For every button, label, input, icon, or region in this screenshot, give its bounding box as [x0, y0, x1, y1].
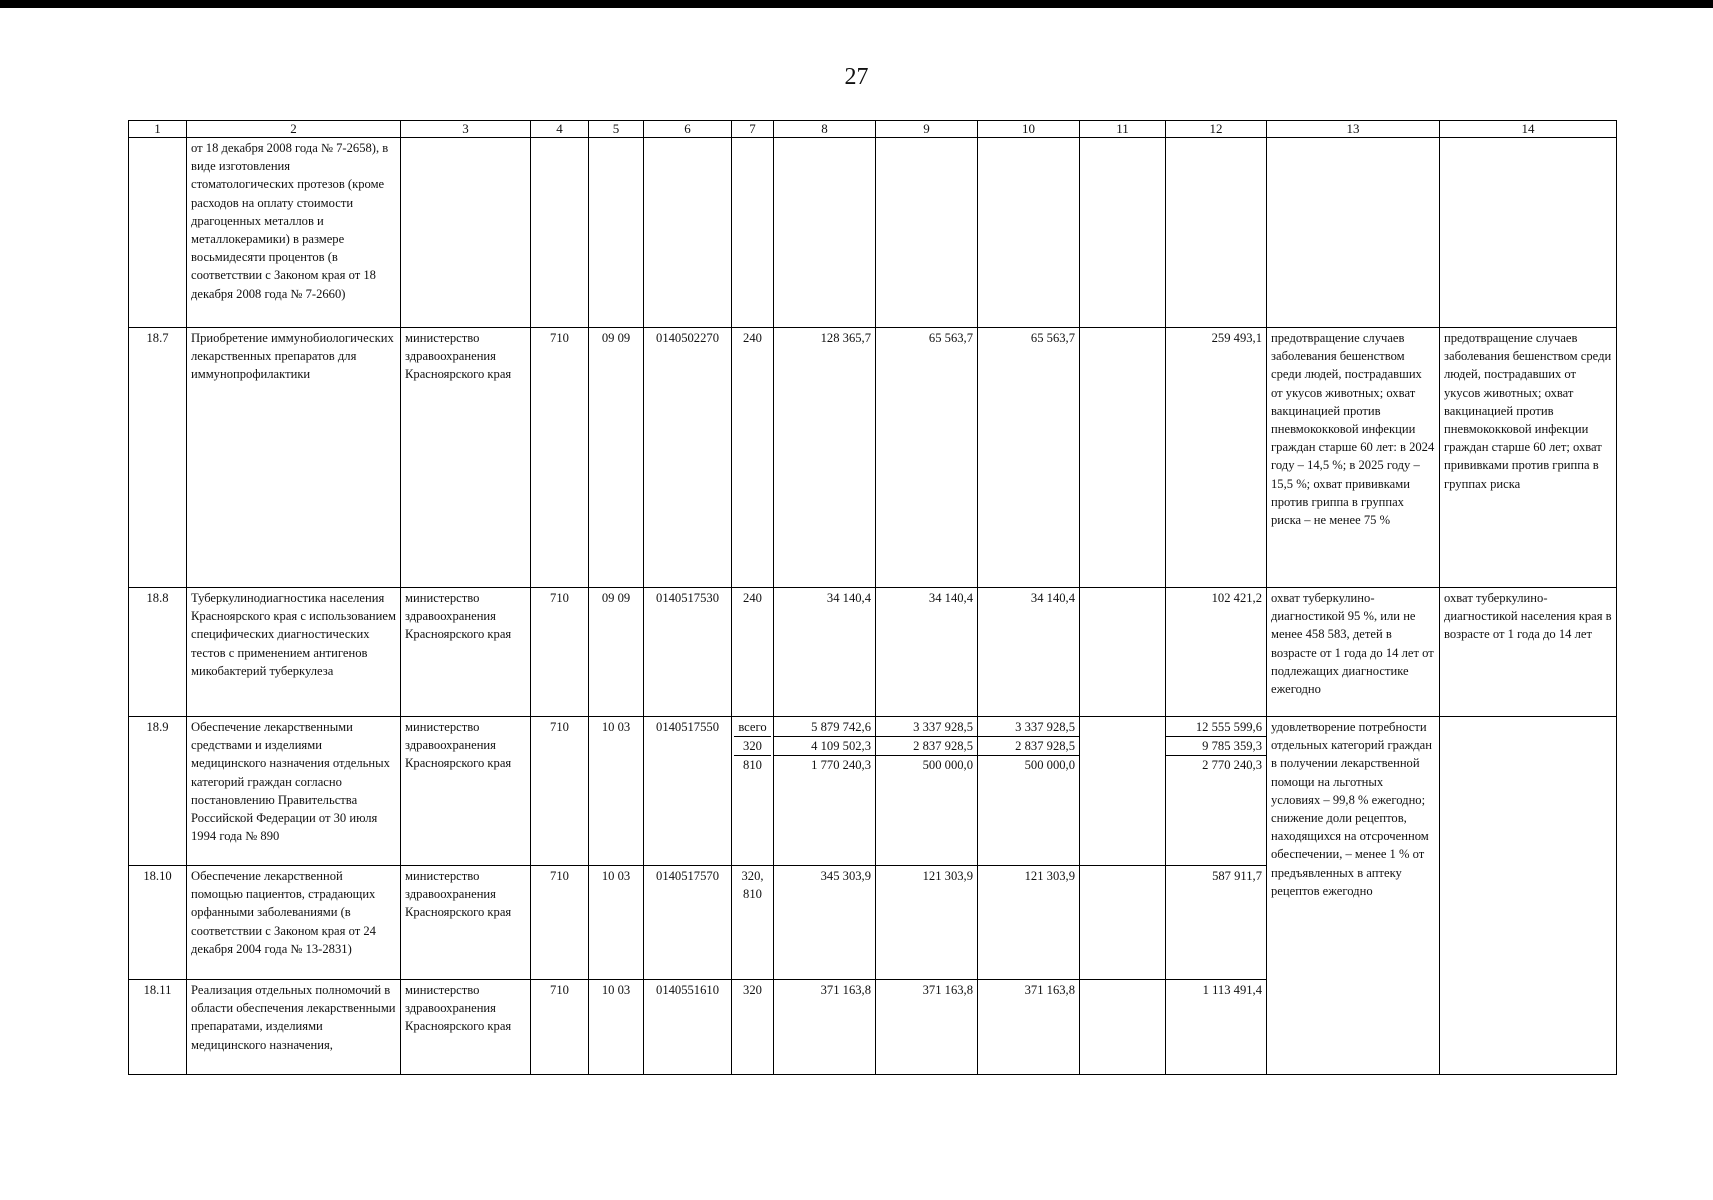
executor: министерство здравоохранения Красноярского края [401, 980, 531, 1075]
executor: министерство здравоохранения Красноярского края [401, 588, 531, 717]
amount-col-9-breakdown [876, 717, 978, 866]
target-article: 0140502270 [644, 328, 732, 588]
section-code: 09 09 [589, 328, 644, 588]
executor [401, 138, 531, 328]
amount-total: 259 493,1 [1166, 328, 1267, 588]
amount-col-10: 121 303,9 [978, 866, 1080, 980]
section-code: 10 03 [589, 717, 644, 866]
activity-name: Реализация отдельных полномочий в области обеспечения лекарственными препаратами, изделиями медицинского назначения, [187, 980, 401, 1075]
grbs-code: 710 [531, 717, 589, 866]
expected-result-final [1440, 717, 1617, 1075]
grbs-code: 710 [531, 328, 589, 588]
grbs-code: 710 [531, 866, 589, 980]
row-number: 18.10 [129, 866, 187, 980]
activity-name: Обеспечение лекарственными средствами и изделиями медицинского назначения отдельных категорий граждан согласно постановлению Правительства Российской Федерации от 30 июля 1994 года № 890 [187, 717, 401, 866]
section-code [589, 138, 644, 328]
col-header-13: 13 [1267, 121, 1440, 138]
breakdown-value: 3 337 928,5 [978, 718, 1079, 737]
breakdown-value: 12 555 599,6 [1166, 718, 1266, 737]
section-code: 09 09 [589, 588, 644, 717]
col-header-5: 5 [589, 121, 644, 138]
amount-total-breakdown [1166, 717, 1267, 866]
table-row [129, 138, 1617, 328]
expense-type: 320, 810 [732, 866, 774, 980]
breakdown-value: 2 837 928,5 [876, 737, 977, 756]
activity-name: Обеспечение лекарственной помощью пациентов, страдающих орфанными заболеваниями (в соответствии с Законом края от 24 декабря 2004 года № 13-2831) [187, 866, 401, 980]
grbs-code: 710 [531, 588, 589, 717]
section-code: 10 03 [589, 866, 644, 980]
section-code: 10 03 [589, 980, 644, 1075]
executor: министерство здравоохранения Красноярского края [401, 328, 531, 588]
col-header-7: 7 [732, 121, 774, 138]
amount-col-8: 128 365,7 [774, 328, 876, 588]
expense-type: 240 [732, 328, 774, 588]
breakdown-line: всего [734, 718, 771, 737]
amount-total [1166, 138, 1267, 328]
amount-col-9: 65 563,7 [876, 328, 978, 588]
amount-col-9: 34 140,4 [876, 588, 978, 717]
breakdown-value: 4 109 502,3 [774, 737, 875, 756]
expected-result-final [1440, 138, 1617, 328]
expected-result-final: предотвращение случаев заболевания бешенством среди людей, пострадавших от укусов животных; охват вакцинацией против пневмококковой инфекции граждан старше 60 лет; охват прививками против гриппа в группах риска [1440, 328, 1617, 588]
row-number: 18.9 [129, 717, 187, 866]
executor: министерство здравоохранения Красноярского края [401, 717, 531, 866]
activity-name: от 18 декабря 2008 года № 7-2658), в виде изготовления стоматологических протезов (кроме расходов на оплату стоимости драгоценных металлов и металлокерамики) в размере восьмидесяти процентов (в соответствии с Законом края от 18 декабря 2008 года № 7-2660) [187, 138, 401, 328]
col-header-4: 4 [531, 121, 589, 138]
col-header-8: 8 [774, 121, 876, 138]
col-header-6: 6 [644, 121, 732, 138]
activity-name: Приобретение иммунобиологических лекарственных препаратов для иммунопрофилактики [187, 328, 401, 588]
breakdown-value: 3 337 928,5 [876, 718, 977, 737]
grbs-code: 710 [531, 980, 589, 1075]
col-header-14: 14 [1440, 121, 1617, 138]
target-article: 0140517570 [644, 866, 732, 980]
col-header-12: 12 [1166, 121, 1267, 138]
amount-col-8-breakdown [774, 717, 876, 866]
expense-type-breakdown [732, 717, 774, 866]
target-article: 0140551610 [644, 980, 732, 1075]
expense-type [732, 138, 774, 328]
breakdown-value: 9 785 359,3 [1166, 737, 1266, 756]
col-header-3: 3 [401, 121, 531, 138]
amount-col-10 [978, 138, 1080, 328]
target-article [644, 138, 732, 328]
breakdown-value: 5 879 742,6 [774, 718, 875, 737]
column-number-row [129, 121, 1617, 138]
row-number: 18.7 [129, 328, 187, 588]
breakdown-line: 320 [734, 737, 771, 756]
amount-col-10: 371 163,8 [978, 980, 1080, 1075]
amount-col-11 [1080, 588, 1166, 717]
amount-total: 1 113 491,4 [1166, 980, 1267, 1075]
col-header-2: 2 [187, 121, 401, 138]
program-activities-table [128, 120, 1617, 1075]
amount-col-11 [1080, 980, 1166, 1075]
expected-result: предотвращение случаев заболевания бешенством среди людей, пострадавших от укусов животных; охват вакцинацией против пневмококковой инфекции граждан старше 60 лет: в 2024 году – 14,5 %; в 2025 году – 15,5 %; охват прививками против гриппа в группах риска – не менее 75 % [1267, 328, 1440, 588]
breakdown-line: 810 [743, 758, 762, 773]
row-number: 18.11 [129, 980, 187, 1075]
amount-col-10: 34 140,4 [978, 588, 1080, 717]
expense-type: 320 [732, 980, 774, 1075]
page-top-border [0, 0, 1713, 8]
table-row [129, 588, 1617, 717]
amount-total: 102 421,2 [1166, 588, 1267, 717]
table-row [129, 717, 1617, 866]
amount-col-11 [1080, 866, 1166, 980]
breakdown-value: 1 770 240,3 [811, 758, 871, 773]
amount-col-9: 121 303,9 [876, 866, 978, 980]
activity-name: Туберкулинодиагностика населения Красноярского края с использованием специфических диагностических тестов с применением антигенов микобактерий туберкулеза [187, 588, 401, 717]
col-header-11: 11 [1080, 121, 1166, 138]
page-number: 27 [844, 64, 869, 90]
breakdown-value: 500 000,0 [922, 758, 973, 773]
expected-result-final: охват туберкулино-диагностикой населения края в возрасте от 1 года до 14 лет [1440, 588, 1617, 717]
breakdown-value: 500 000,0 [1024, 758, 1075, 773]
amount-col-11 [1080, 717, 1166, 866]
col-header-1: 1 [129, 121, 187, 138]
table-row [129, 328, 1617, 588]
grbs-code [531, 138, 589, 328]
amount-col-8 [774, 138, 876, 328]
amount-total: 587 911,7 [1166, 866, 1267, 980]
expense-type: 240 [732, 588, 774, 717]
amount-col-10-breakdown [978, 717, 1080, 866]
target-article: 0140517550 [644, 717, 732, 866]
expected-result: охват туберкулино-диагностикой 95 %, или не менее 458 583, детей в возрасте от 1 года до 14 лет от подлежащих диагностике ежегодно [1267, 588, 1440, 717]
breakdown-value: 2 770 240,3 [1202, 758, 1262, 773]
amount-col-11 [1080, 328, 1166, 588]
amount-col-9 [876, 138, 978, 328]
amount-col-10: 65 563,7 [978, 328, 1080, 588]
target-article: 0140517530 [644, 588, 732, 717]
amount-col-8: 371 163,8 [774, 980, 876, 1075]
expected-result: удовлетворение потребности отдельных категорий граждан в получении лекарственной помощи на льготных условиях – 99,8 % ежегодно; снижение доли рецептов, находящихся на отсроченном обеспечении, – менее 1 % от предъявленных в аптеку рецептов ежегодно [1267, 717, 1440, 1075]
executor: министерство здравоохранения Красноярского края [401, 866, 531, 980]
amount-col-11 [1080, 138, 1166, 328]
breakdown-value: 2 837 928,5 [978, 737, 1079, 756]
amount-col-8: 34 140,4 [774, 588, 876, 717]
row-number [129, 138, 187, 328]
amount-col-9: 371 163,8 [876, 980, 978, 1075]
expected-result [1267, 138, 1440, 328]
col-header-9: 9 [876, 121, 978, 138]
col-header-10: 10 [978, 121, 1080, 138]
row-number: 18.8 [129, 588, 187, 717]
amount-col-8: 345 303,9 [774, 866, 876, 980]
